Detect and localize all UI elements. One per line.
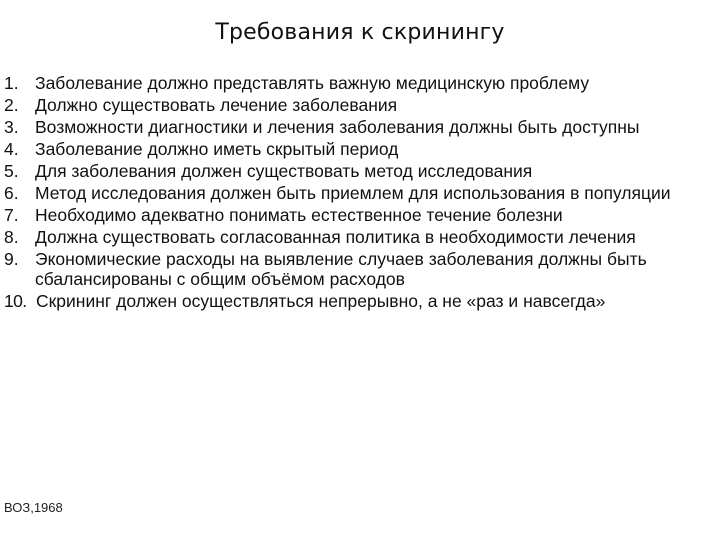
list-item-number: 5. [4,161,19,181]
list-item [4,250,716,289]
list-item [4,96,716,116]
list-item-text: Должна существовать согласованная политика в необходимости лечения [35,227,636,247]
list-item [4,140,716,160]
slide-title: Требования к скринингу [215,20,505,45]
list-item-text: Должно существовать лечение заболевания [35,95,398,115]
list-item-text: Необходимо адекватно понимать естественное течение болезни [35,205,563,225]
list-item-number: 7. [4,205,19,225]
list-item-number: 4. [4,139,19,159]
list-item-text: Для заболевания должен существовать метод исследования [35,161,533,181]
list-item [4,292,716,312]
list-item-text: Экономические расходы на выявление случаев заболевания должны быть сбалансированы с общим объёмом расходов [35,249,647,289]
list-item-text: Скрининг должен осуществляться непрерывно, а не «раз и навсегда» [36,290,606,311]
list-item [4,228,716,248]
requirements-list [4,74,716,314]
list-item [4,118,716,138]
list-item [4,162,716,182]
source-citation: ВОЗ,1968 [4,500,63,515]
list-item-number: 8. [4,227,19,247]
list-item-number: 9. [4,249,19,269]
list-item [4,74,716,94]
list-item [4,184,716,204]
list-item-number: 2. [4,95,19,115]
list-item-text: Возможности диагностики и лечения заболевания должны быть доступны [35,117,640,137]
list-item-number: 10. [4,290,27,311]
list-item-number: 1. [4,73,19,93]
list-item-number: 3. [4,117,19,137]
list-item [4,206,716,226]
list-item-text: Заболевание должно иметь скрытый период [35,139,399,159]
list-item-text: Заболевание должно представлять важную медицинскую проблему [35,73,590,93]
list-item-number: 6. [4,183,19,203]
list-item-text: Метод исследования должен быть приемлем для использования в популяции [35,183,671,203]
